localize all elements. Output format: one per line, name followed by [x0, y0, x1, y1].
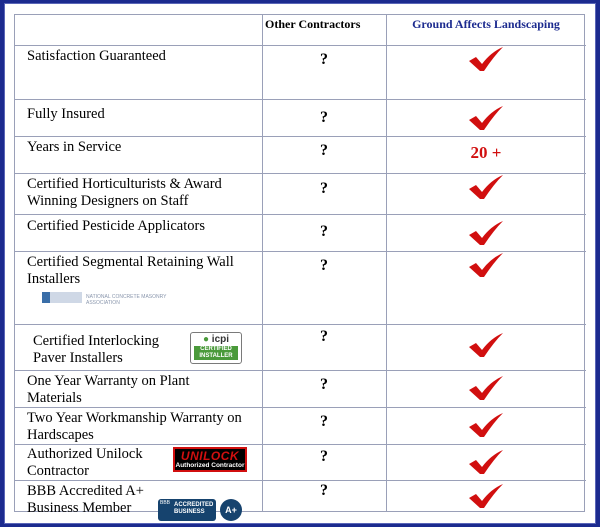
table-row	[15, 214, 586, 251]
table-row	[15, 136, 586, 173]
ga-value-cell	[387, 137, 585, 163]
ga-check-cell	[387, 449, 585, 480]
years-in-service-value: 20 +	[470, 143, 502, 162]
ga-check-cell	[387, 412, 585, 443]
other-value: ?	[320, 482, 328, 499]
checkmark-icon	[467, 375, 505, 401]
other-value: ?	[320, 180, 328, 197]
checkmark-icon	[467, 252, 505, 278]
ga-check-cell	[387, 483, 585, 514]
ga-check-cell	[387, 46, 585, 77]
row-label: Satisfaction Guaranteed	[27, 48, 166, 64]
ga-check-cell	[387, 252, 585, 283]
checkmark-icon	[467, 220, 505, 246]
other-value: ?	[320, 448, 328, 465]
table-row	[15, 444, 586, 480]
other-value: ?	[320, 142, 328, 159]
table-row	[15, 480, 586, 516]
unilock-badge: UNILOCK Authorized Contractor	[173, 447, 247, 472]
row-label: One Year Warranty on Plant Materials	[27, 373, 190, 406]
table-row	[15, 370, 586, 407]
row-label: Fully Insured	[27, 106, 105, 122]
table-row	[15, 324, 586, 370]
other-value: ?	[320, 376, 328, 393]
bbb-badge: BBB ACCREDITED BUSINESS A+	[158, 499, 245, 521]
ga-check-cell	[387, 220, 585, 251]
other-value: ?	[320, 109, 328, 126]
table-row	[15, 173, 586, 214]
column-divider	[386, 15, 387, 511]
other-value: ?	[320, 51, 328, 68]
checkmark-icon	[467, 46, 505, 72]
table-row	[15, 45, 586, 99]
checkmark-icon	[467, 332, 505, 358]
other-value: ?	[320, 223, 328, 240]
ga-check-cell	[387, 105, 585, 136]
column-divider	[262, 15, 263, 511]
row-label: Certified Interlocking Paver Installers	[33, 333, 160, 366]
checkmark-icon	[467, 449, 505, 475]
header-row	[15, 15, 586, 45]
header-ground-affects: Ground Affects Landscaping	[412, 17, 560, 31]
ga-check-cell	[387, 174, 585, 205]
other-value: ?	[320, 413, 328, 430]
ga-check-cell	[387, 332, 585, 363]
ga-check-cell	[387, 375, 585, 406]
header-other-contractors: Other Contractors	[265, 17, 361, 31]
table-row	[15, 99, 586, 136]
other-value: ?	[320, 328, 328, 345]
row-label: Authorized Unilock Contractor	[27, 446, 143, 479]
table-row	[15, 407, 586, 444]
row-label: Years in Service	[27, 139, 122, 155]
table-row	[15, 251, 586, 324]
row-label: BBB Accredited A+ Business Member	[27, 483, 144, 516]
other-value: ?	[320, 257, 328, 274]
row-label: Certified Horticulturists & Award Winning Designers on Staff	[27, 176, 222, 209]
row-label: Certified Pesticide Applicators	[27, 218, 205, 234]
checkmark-icon	[467, 105, 505, 131]
checkmark-icon	[467, 174, 505, 200]
row-label: Two Year Workmanship Warranty on Hardscapes	[27, 410, 242, 443]
icpi-badge: ● icpi CERTIFIED INSTALLER	[190, 332, 242, 364]
ncma-logo: NATIONAL CONCRETE MASONRY ASSOCIATION	[42, 292, 198, 304]
checkmark-icon	[467, 412, 505, 438]
row-label: Certified Segmental Retaining Wall Installers	[27, 254, 234, 287]
checkmark-icon	[467, 483, 505, 509]
comparison-table	[14, 14, 585, 516]
